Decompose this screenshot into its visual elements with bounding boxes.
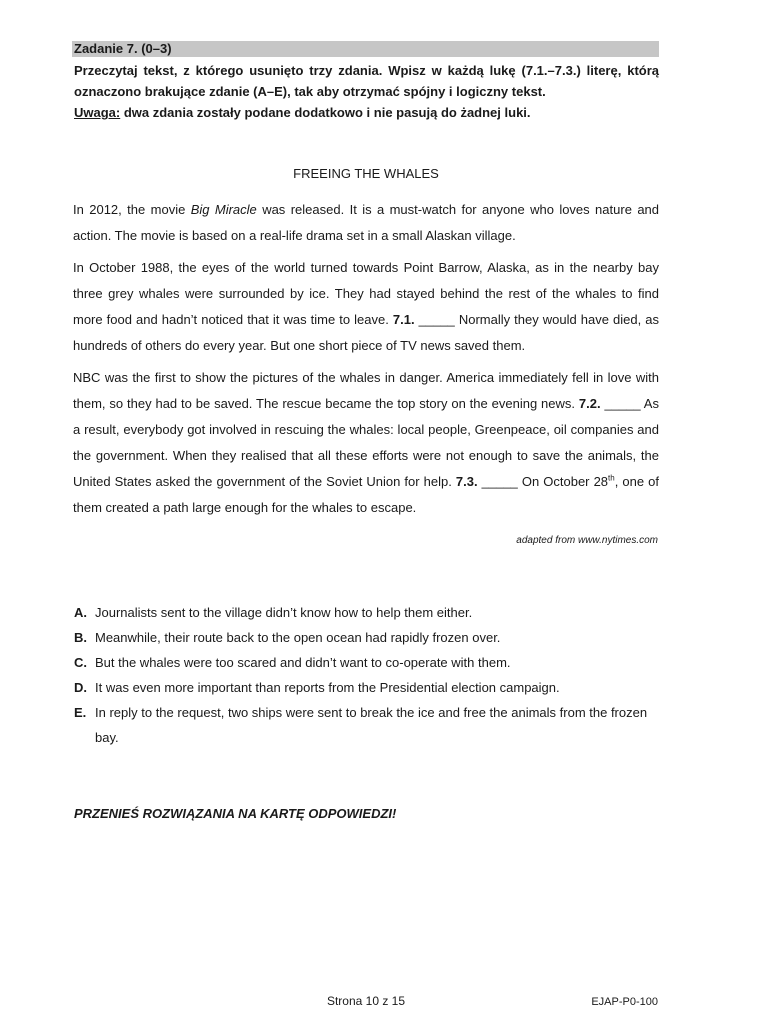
p2-text-before: In October 1988, the eyes of the world turned towards Point Barrow, Alaska, as in the nearby bay three grey whales were surrounded by ice. They had stayed behind the rest of the whales to find more food and hadn’t noticed that it was time to leave. xyxy=(73,260,659,327)
gap-7-2-blank: _____ xyxy=(604,396,641,411)
answer-options xyxy=(74,600,659,750)
gap-7-1-blank: _____ xyxy=(418,312,455,327)
option-d xyxy=(74,675,659,700)
p3-date-text: On October 28 xyxy=(517,474,609,489)
paragraph-3 xyxy=(73,365,659,521)
option-letter: C. xyxy=(74,655,87,670)
p3-text-before: NBC was the first to show the pictures of the whales in danger. America immediately fell in love with them, so they had to be saved. The rescue became the top story on the evening news. xyxy=(73,370,659,411)
option-text: It was even more important than reports from the Presidential election campaign. xyxy=(95,680,560,695)
option-text: Journalists sent to the village didn’t know how to help them either. xyxy=(95,605,473,620)
p2-text-after: Normally they would have died, as hundreds of others do every year. But one short piece of TV news saved them. xyxy=(73,312,659,353)
source-attribution: adapted from www.nytimes.com xyxy=(516,535,658,546)
task-header: Zadanie 7. (0–3) xyxy=(72,41,659,57)
page-number: Strona 10 z 15 xyxy=(326,994,406,1008)
article-body xyxy=(73,197,659,527)
option-letter: D. xyxy=(74,680,87,695)
gap-7-3-label: 7.3. xyxy=(455,474,478,489)
option-a xyxy=(74,600,659,625)
gap-7-2-label: 7.2. xyxy=(578,396,601,411)
option-b xyxy=(74,625,659,650)
option-text: In reply to the request, two ships were sent to break the ice and free the animals from the frozen bay. xyxy=(95,705,648,745)
option-letter: B. xyxy=(74,630,87,645)
option-letter: E. xyxy=(74,705,87,720)
option-letter: A. xyxy=(74,605,87,620)
option-text: Meanwhile, their route back to the open ocean had rapidly frozen over. xyxy=(95,630,501,645)
gap-7-1-label: 7.1. xyxy=(392,312,415,327)
transfer-answers-note: PRZENIEŚ ROZWIĄZANIA NA KARTĘ ODPOWIEDZI! xyxy=(74,806,397,821)
note-text: dwa zdania zostały podane dodatkowo i nie pasują do żadnej luki. xyxy=(120,105,531,120)
paragraph-1 xyxy=(73,197,659,249)
note-label: Uwaga: xyxy=(74,105,121,120)
instruction-main: Przeczytaj tekst, z którego usunięto trzy zdania. Wpisz w każdą lukę (7.1.–7.3.) literę, którą oznaczono brakujące zdanie (A–E), tak aby otrzymać spójny i logiczny tekst. xyxy=(74,63,659,99)
p3-text-end: , one of them created a path large enough for the whales to escape. xyxy=(73,474,659,515)
p1-text-after: was released. It is a must-watch for anyone who loves nature and action. The movie is based on a real-life drama set in a small Alaskan village. xyxy=(73,202,660,243)
date-ordinal-suffix: th xyxy=(608,473,615,483)
exam-code: EJAP-P0-100 xyxy=(591,996,658,1008)
paragraph-2 xyxy=(73,255,659,359)
option-e xyxy=(74,700,659,750)
p1-text-before: In 2012, the movie xyxy=(73,202,191,217)
movie-title: Big Miracle xyxy=(190,202,257,217)
task-instructions xyxy=(74,60,659,123)
article-title: FREEING THE WHALES xyxy=(293,166,439,181)
instruction-note xyxy=(74,102,659,123)
p3-text-middle: As a result, everybody got involved in rescuing the whales: local people, Greenpeace, oil companies and the government. When they realised that all these efforts were not enough to save the animals, the United States asked the government of the Soviet Union for help. xyxy=(73,396,659,489)
gap-7-3-blank: _____ xyxy=(481,474,518,489)
option-text: But the whales were too scared and didn’t want to co-operate with them. xyxy=(95,655,511,670)
option-c xyxy=(74,650,659,675)
